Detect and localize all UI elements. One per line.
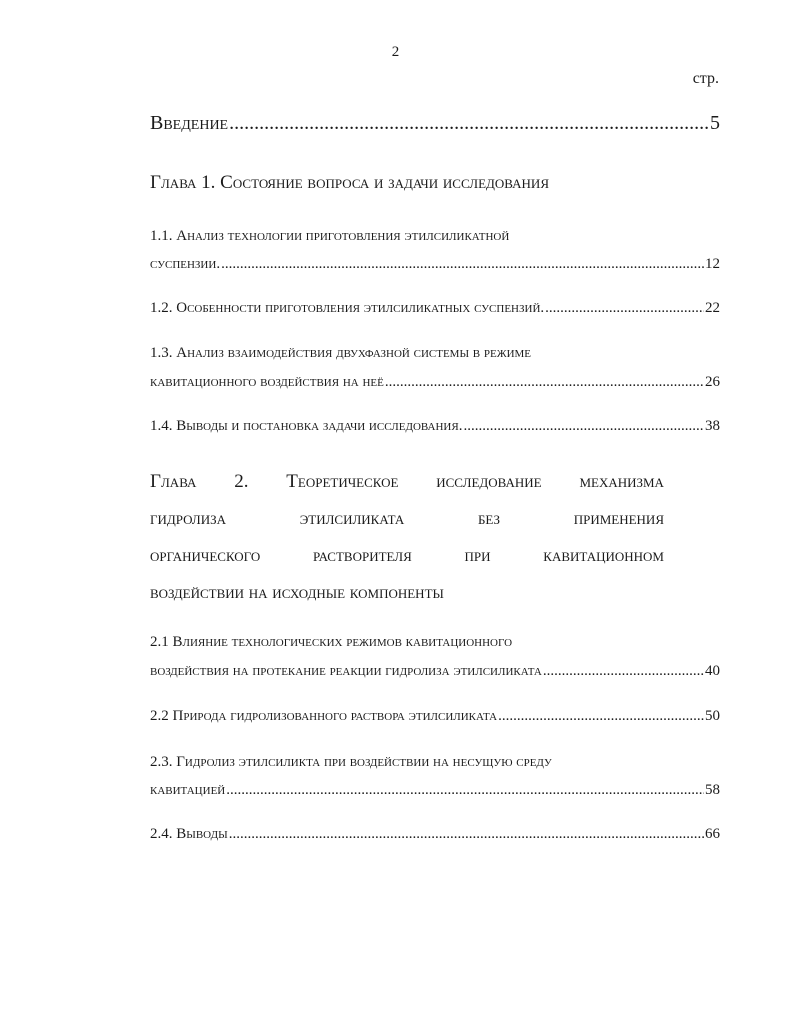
toc-entry-2-3-line1[interactable]: 2.3. Гидролиз этилсиликта при воздействии на несущую среду bbox=[150, 754, 552, 770]
leader-dots bbox=[226, 782, 704, 799]
toc-entry-title: 2.4. Выводы bbox=[150, 826, 228, 842]
toc-entry-1-3-line1[interactable]: 1.3. Анализ взаимодействия двухфазной системы в режиме bbox=[150, 345, 532, 361]
toc-entry-page: 5 bbox=[710, 112, 720, 134]
heading-word: без bbox=[477, 508, 501, 529]
toc-entry-2-1[interactable] bbox=[150, 663, 720, 680]
toc-entry-2-4[interactable] bbox=[150, 826, 720, 843]
toc-entry-page: 40 bbox=[705, 663, 720, 679]
leader-dots bbox=[545, 300, 704, 317]
toc-entry-1-1[interactable] bbox=[150, 256, 720, 273]
toc-entry-page: 22 bbox=[705, 300, 720, 316]
page-column-label: стр. bbox=[692, 70, 719, 87]
chapter-2-heading-line4[interactable]: воздействии на исходные компоненты bbox=[150, 582, 444, 603]
chapter-2-heading-line3[interactable] bbox=[150, 545, 664, 567]
toc-entry-title: Введение bbox=[150, 112, 229, 134]
chapter-1-heading[interactable]: Глава 1. Состояние вопроса и задачи исследования bbox=[150, 172, 549, 193]
toc-entry-page: 12 bbox=[705, 256, 720, 272]
heading-word: исследование bbox=[436, 471, 542, 492]
toc-entry-title: воздействия на протекание реакции гидролиза этилсиликата bbox=[150, 663, 542, 679]
toc-entry-1-3[interactable] bbox=[150, 374, 720, 391]
toc-entry-1-1-line1[interactable]: 1.1. Анализ технологии приготовления этилсиликатной bbox=[150, 228, 510, 244]
toc-entry-page: 58 bbox=[705, 782, 720, 798]
heading-word: гидролиза bbox=[150, 508, 227, 529]
leader-dots bbox=[221, 256, 704, 273]
toc-entry-2-2[interactable] bbox=[150, 708, 720, 725]
page-number: 2 bbox=[391, 44, 400, 60]
toc-entry-page: 50 bbox=[705, 708, 720, 724]
toc-entry-2-1-line1[interactable]: 2.1 Влияние технологических режимов кавитационного bbox=[150, 634, 513, 650]
leader-dots bbox=[463, 418, 704, 435]
chapter-2-heading-line2[interactable] bbox=[150, 508, 664, 530]
leader-dots bbox=[543, 663, 704, 680]
leader-dots bbox=[229, 112, 709, 135]
toc-entry-page: 26 bbox=[705, 374, 720, 390]
heading-word: механизма bbox=[579, 471, 664, 492]
heading-word: Глава bbox=[150, 471, 197, 492]
toc-entry-1-4[interactable] bbox=[150, 418, 720, 435]
toc-entry-page: 66 bbox=[705, 826, 720, 842]
heading-word: при bbox=[464, 545, 491, 566]
leader-dots bbox=[229, 826, 704, 843]
toc-entry-title: кавитацией bbox=[150, 782, 226, 798]
toc-entry-1-2[interactable] bbox=[150, 300, 720, 317]
toc-entry-title: 1.2. Особенности приготовления этилсиликатных суспензий. bbox=[150, 300, 545, 316]
toc-entry-title: кавитационного воздействия на неё bbox=[150, 374, 384, 390]
toc-entry-page: 38 bbox=[705, 418, 720, 434]
heading-word: кавитационном bbox=[543, 545, 664, 566]
heading-word: 2. bbox=[234, 471, 249, 492]
leader-dots bbox=[498, 708, 704, 725]
toc-entry-title: 1.4. Выводы и постановка задачи исследования. bbox=[150, 418, 463, 434]
heading-word: этилсиликата bbox=[299, 508, 405, 529]
leader-dots bbox=[385, 374, 704, 391]
heading-word: Теоретическое bbox=[286, 471, 399, 492]
toc-entry-title: суспензии. bbox=[150, 256, 221, 272]
chapter-2-heading-line1[interactable] bbox=[150, 471, 664, 493]
heading-word: органического bbox=[150, 545, 261, 566]
heading-word: применения bbox=[573, 508, 664, 529]
toc-entry-introduction[interactable] bbox=[150, 112, 720, 135]
heading-word: растворителя bbox=[313, 545, 412, 566]
toc-entry-2-3[interactable] bbox=[150, 782, 720, 799]
toc-entry-title: 2.2 Природа гидролизованного раствора этилсиликата bbox=[150, 708, 498, 724]
